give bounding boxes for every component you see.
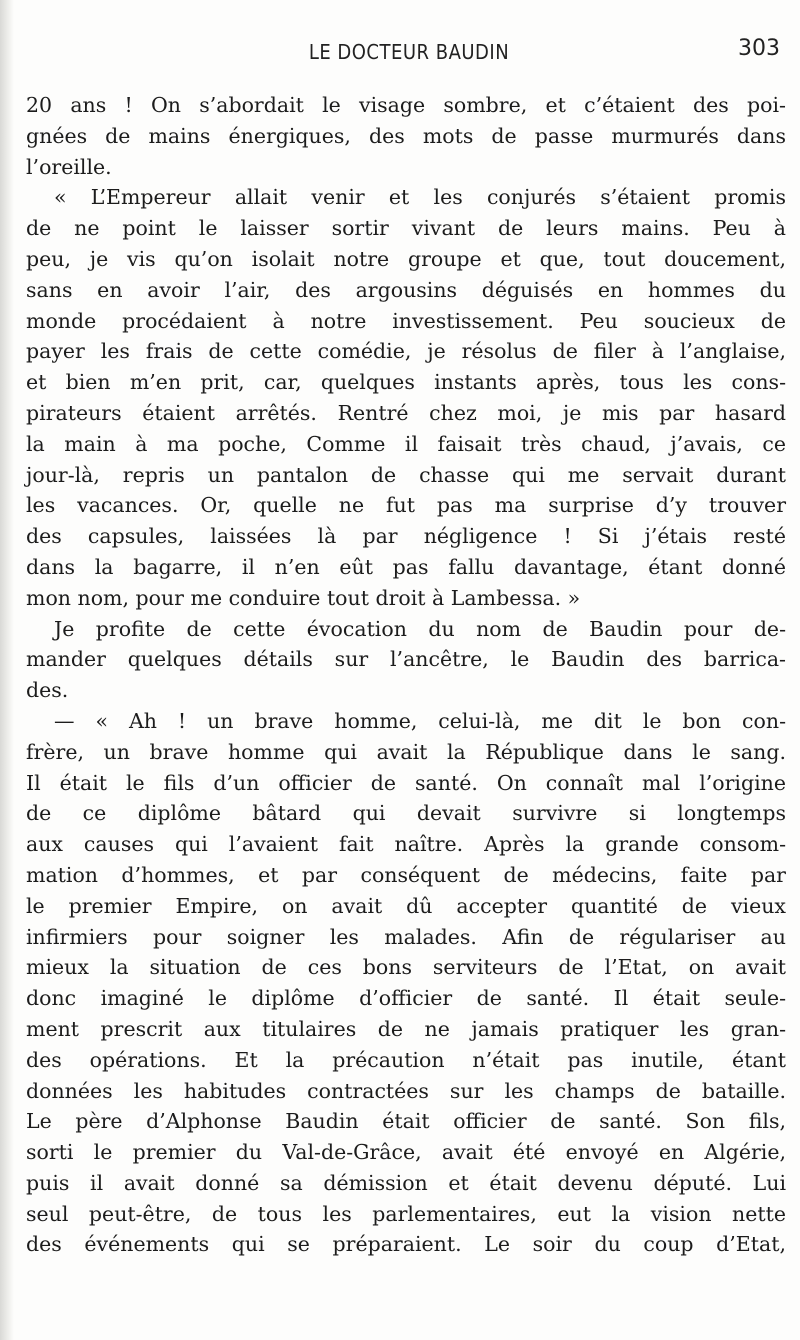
text-line: Il était le fils d’un officier de santé. On connaît mal l’origine — [26, 770, 786, 795]
text-line: mander quelques détails sur l’ancêtre, le Baudin des barrica- — [26, 647, 786, 672]
text-line: sorti le premier du Val-de-Grâce, avait été envoyé en Algérie, — [26, 1140, 786, 1165]
text-line: dans la bagarre, il n’en eût pas fallu davantage, étant donné — [26, 554, 786, 579]
text-line: 20 ans ! On s’abordait le visage sombre, et c’étaient des poi- — [26, 93, 786, 117]
text-line: l’oreille. — [26, 154, 112, 179]
page-number: 303 — [738, 36, 780, 61]
text-line: de ne point le laisser sortir vivant de leurs mains. Peu à — [26, 216, 786, 241]
text-line: Le père d’Alphonse Baudin était officier de santé. Son fils, — [26, 1109, 786, 1134]
text-line: Je profite de cette évocation du nom de Baudin pour de- — [54, 616, 786, 641]
text-line: le premier Empire, on avait dû accepter quantité de vieux — [26, 893, 786, 918]
body-text — [26, 90, 786, 1260]
text-line: mon nom, pour me conduire tout droit à Lambessa. » — [26, 585, 581, 610]
text-line: ment prescrit aux titulaires de ne jamais pratiquer les gran- — [26, 1016, 786, 1041]
text-line: de ce diplôme bâtard qui devait survivre si longtemps — [26, 801, 786, 826]
text-line: mation d’hommes, et par conséquent de médecins, faite par — [26, 862, 786, 887]
text-line: données les habitudes contractées sur les champs de bataille. — [26, 1078, 786, 1103]
text-line: la main à ma poche, Comme il faisait très chaud, j’avais, ce — [26, 431, 786, 456]
page-gutter-shadow — [0, 0, 14, 1340]
text-line: les vacances. Or, quelle ne fut pas ma surprise d’y trouver — [26, 493, 786, 518]
text-line: jour-là, repris un pantalon de chasse qui me servait durant — [26, 462, 786, 487]
text-line: des événements qui se préparaient. Le soir du coup d’Etat, — [26, 1232, 786, 1257]
text-line: gnées de mains énergiques, des mots de passe murmurés dans — [26, 123, 786, 148]
text-line: des capsules, laissées là par négligence ! Si j’étais resté — [26, 524, 786, 549]
text-line: des opérations. Et la précaution n’était pas inutile, étant — [26, 1047, 786, 1072]
text-line: frère, un brave homme qui avait la République dans le sang. — [26, 739, 786, 764]
text-line: et bien m’en prit, car, quelques instants après, tous les cons- — [26, 370, 786, 395]
text-line: sans en avoir l’air, des argousins déguisés en hommes du — [26, 277, 786, 302]
text-line: pirateurs étaient arrêtés. Rentré chez moi, je mis par hasard — [26, 400, 786, 425]
text-line: des. — [26, 678, 69, 703]
text-line: — « Ah ! un brave homme, celui-là, me dit le bon con- — [54, 708, 786, 733]
text-line: monde procédaient à notre investissement. Peu soucieux de — [26, 308, 786, 333]
text-line: aux causes qui l’avaient fait naître. Après la grande consom- — [26, 832, 786, 857]
text-line: puis il avait donné sa démission et était devenu député. Lui — [26, 1170, 786, 1195]
text-line: donc imaginé le diplôme d’officier de santé. Il était seule- — [26, 986, 786, 1011]
text-line: peu, je vis qu’on isolait notre groupe et que, tout doucement, — [26, 246, 786, 271]
text-line: infirmiers pour soigner les malades. Afin de régulariser au — [26, 924, 786, 949]
text-line: mieux la situation de ces bons serviteurs de l’Etat, on avait — [26, 955, 786, 980]
page-header — [0, 36, 800, 76]
text-line: seul peut-être, de tous les parlementaires, eut la vision nette — [26, 1201, 786, 1226]
text-line: payer les frais de cette comédie, je résolus de filer à l’anglaise, — [26, 339, 786, 364]
running-head: LE DOCTEUR BAUDIN — [308, 40, 510, 64]
text-line: « L’Empereur allait venir et les conjurés s’étaient promis — [54, 185, 786, 210]
